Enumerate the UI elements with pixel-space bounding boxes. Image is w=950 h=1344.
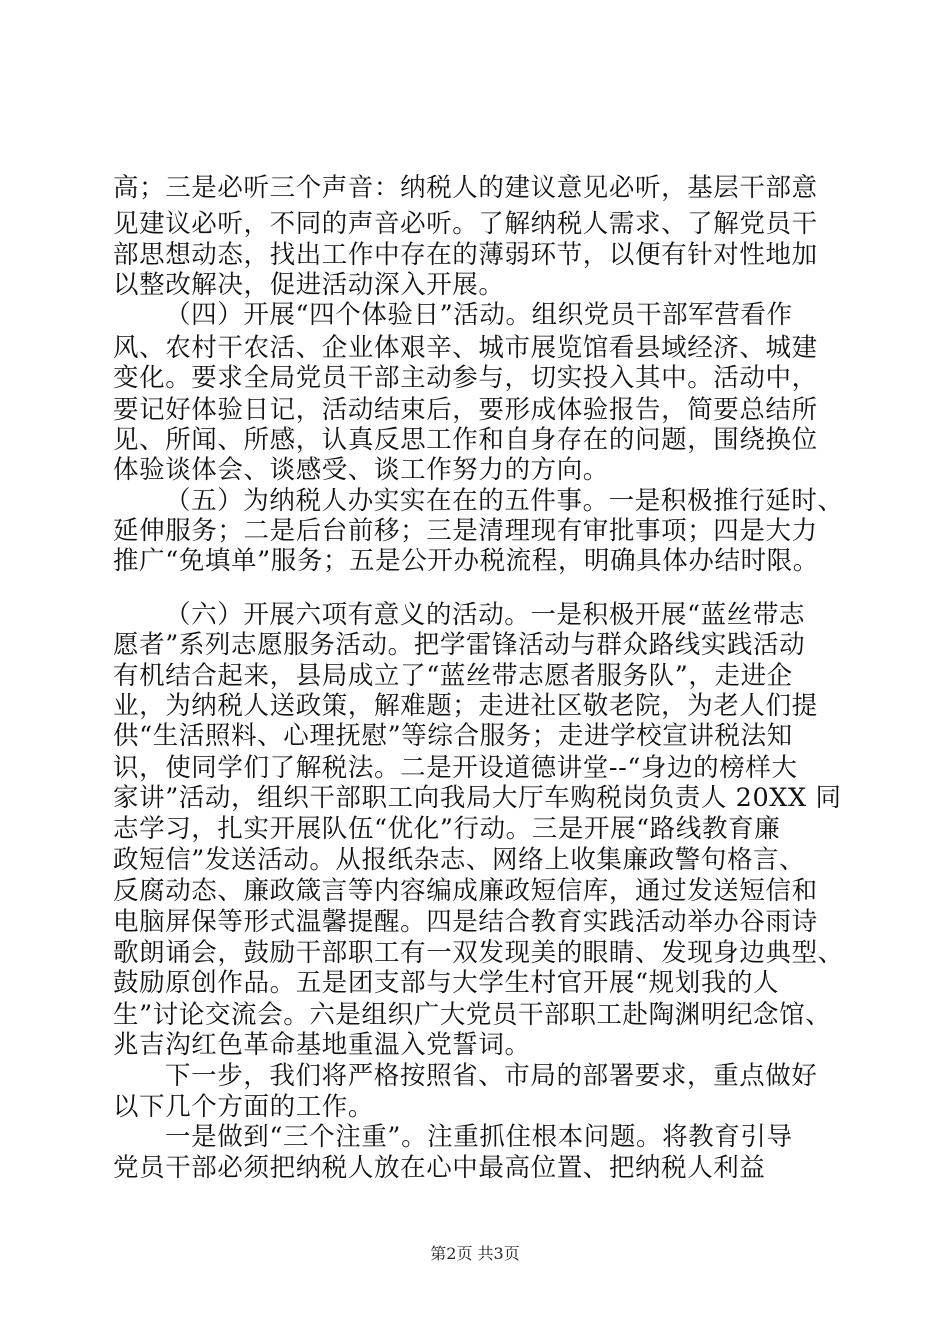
text-line: 推广“免填单”服务；五是公开办税流程，明确具体办结时限。: [113, 546, 819, 576]
text-line: 要记好体验日记，活动结束后，要形成体验报告，简要总结所: [113, 395, 818, 425]
text-line: 歌朗诵会，鼓励干部职工有一双发现美的眼睛、发现身边典型、: [113, 938, 844, 968]
text-line: 业，为纳税人送政策，解难题；走进社区敬老院，为老人们提: [113, 691, 818, 721]
text-line: 志学习，扎实开展队伍“优化”行动。三是开展“路线教育廉: [113, 814, 781, 844]
text-line: 反腐动态、廉政箴言等内容编成廉政短信库，通过发送短信和: [113, 876, 818, 906]
text-line: 下一步，我们将严格按照省、市局的部署要求，重点做好: [165, 1061, 818, 1091]
text-line: 兆吉沟红色革命基地重温入党誓词。: [113, 1030, 531, 1060]
text-line: 鼓励原创作品。五是团支部与大学生村官开展“规划我的人: [113, 968, 780, 998]
text-line: （四）开展“四个体验日”活动。组织党员干部军营看作: [165, 300, 793, 330]
text-line: 供“生活照料、心理抚慰”等综合服务；走进学校宣讲税法知: [113, 721, 793, 751]
text-line: 以整改解决，促进活动深入开展。: [113, 270, 505, 300]
text-line: 见、所闻、所感，认真反思工作和自身存在的问题，围绕换位: [113, 425, 818, 455]
text-line: 延伸服务；二是后台前移；三是清理现有审批事项；四是大力: [113, 516, 818, 546]
text-line: 高；三是必听三个声音：纳税人的建议意见必听，基层干部意: [113, 173, 818, 203]
text-line: （五）为纳税人办实实在在的五件事。一是积极推行延时、: [165, 486, 844, 516]
text-line: （六）开展六项有意义的活动。一是积极开展“蓝丝带志: [165, 600, 806, 630]
text-line: 以下几个方面的工作。: [113, 1092, 375, 1122]
text-line: 党员干部必须把纳税人放在心中最高位置、把纳税人利益: [113, 1153, 766, 1183]
text-line: 生”讨论交流会。六是组织广大党员干部职工赴陶渊明纪念馆、: [113, 1000, 832, 1030]
text-line: 体验谈体会、谈感受、谈工作努力的方向。: [113, 455, 609, 485]
text-line: 风、农村干农活、企业体艰辛、城市展览馆看县域经济、城建: [113, 333, 818, 363]
page-footer: 第2页 共3页: [430, 1244, 520, 1263]
text-line: 识，使同学们了解税法。二是开设道德讲堂--“身边的榜样大: [113, 753, 798, 783]
text-line: 愿者”系列志愿服务活动。把学雷锋活动与群众路线实践活动: [113, 630, 806, 660]
text-line: 见建议必听，不同的声音必听。了解纳税人需求、了解党员干: [113, 209, 818, 239]
text-line: 有机结合起来，县局成立了“蓝丝带志愿者服务队”，走进企: [113, 661, 793, 691]
text-line: 变化。要求全局党员干部主动参与，切实投入其中。活动中，: [113, 363, 818, 393]
text-line: 部思想动态，找出工作中存在的薄弱环节，以便有针对性地加: [113, 240, 818, 270]
text-line: 电脑屏保等形式温馨提醒。四是结合教育实践活动举办谷雨诗: [113, 907, 818, 937]
text-line: 家讲”活动，组织干部职工向我局大厅车购税岗负责人 20XX 同: [113, 783, 842, 813]
text-line: 政短信”发送活动。从报纸杂志、网络上收集廉政警句格言、: [113, 845, 806, 875]
text-line: 一是做到“三个注重”。注重抓住根本问题。将教育引导: [165, 1122, 793, 1152]
